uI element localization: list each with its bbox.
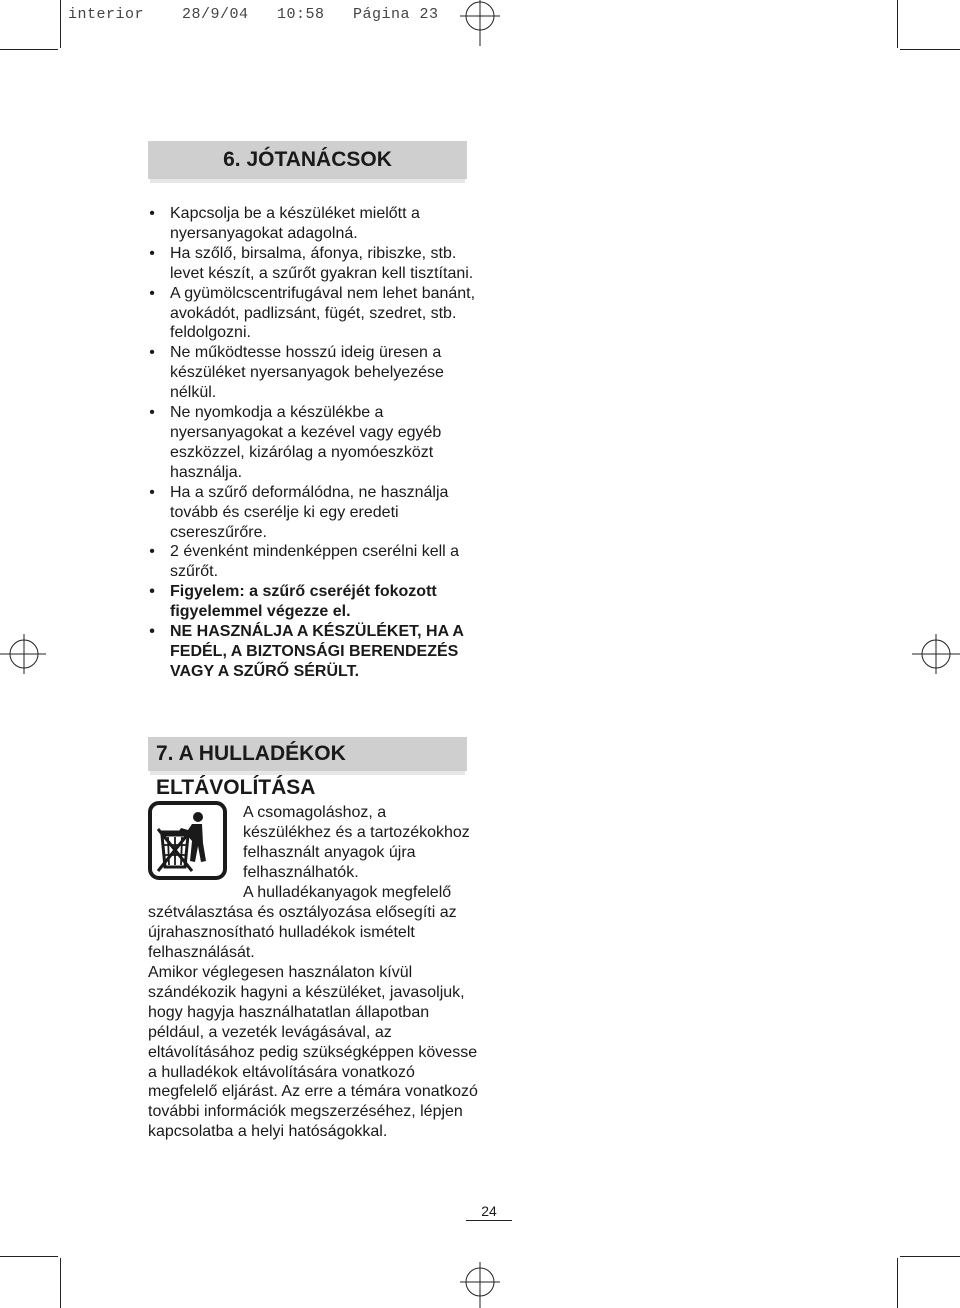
tips-list [148,204,478,682]
bullet-icon: • [149,284,155,302]
registration-mark-icon [454,1258,506,1308]
crossed-out-wheelie-bin-icon [148,801,227,880]
page-number: 24 [466,1203,512,1221]
list-item: • Ha szőlő, birsalma, áfonya, ribiszke, stb. levet készít, a szűrőt gyakran kell tisztítani. [149,244,474,282]
disposal-paragraph-1: A csomagoláshoz, a készülékhez és a tartozékokhoz felhasznált anyagok újra felhasználhatók. [243,804,470,881]
crop-mark [0,1256,58,1257]
bullet-icon: • [149,244,155,262]
registration-mark-icon [0,630,48,678]
list-item: • A gyümölcscentrifugával nem lehet banánt, avokádót, padlizsánt, fügét, szedret, stb. feldolgozni. [149,284,476,342]
crop-mark [60,1258,61,1308]
print-slug: interior 28/9/04 10:58 Página 23 [68,6,439,23]
crop-mark [897,0,898,48]
bullet-icon: • [149,623,155,641]
crop-mark [60,0,61,48]
section-7-heading: 7. A HULLADÉKOK ELTÁVOLÍTÁSA [148,737,467,771]
crop-mark [897,1258,898,1308]
registration-mark-icon [908,630,960,678]
disposal-paragraph-3: Amikor véglegesen használaton kívül szándékozik hagyni a készüléket, javasoljuk, hogy hagyja használhatatlan állapotban például, a vezeték levágásával, az eltávolításához pedig szükségképpen kövesse a hulladékok eltávolítására vonatkozó megfelelő eljárást. Az erre a témára vonatkozó további információk megszerzéséhez, lépjen kapcsolatba a helyi hatóságokkal. [148,964,478,1141]
bullet-icon: • [149,543,155,561]
crop-mark [0,49,58,50]
list-item: • NE HASZNÁLJA A KÉSZÜLÉKET, HA A FEDÉL, A BIZTONSÁGI BERENDEZÉS VAGY A SZŰRŐ SÉRÜLT. [149,623,464,680]
crop-mark [900,49,960,50]
disposal-paragraph-2: A hulladékanyagok megfelelő szétválasztása és osztályozása elősegíti az újrahasznosítható hulladékok ismételt felhasználását. [148,884,457,961]
bullet-icon: • [149,483,155,501]
list-item: • Ne nyomkodja a készülékbe a nyersanyagokat a kezével vagy egyéb eszközzel, kizárólag a nyomóeszközt használja. [149,404,442,481]
section-6-heading: 6. JÓTANÁCSOK [148,141,467,179]
bullet-icon: • [149,344,155,362]
list-item: • Figyelem: a szűrő cseréjét fokozott figyelemmel végezze el. [149,583,437,621]
list-item: • Ne működtesse hosszú ideig üresen a készüléket nyersanyagok behelyezése nélkül. [149,344,444,402]
list-item: • 2 évenként mindenképpen cserélni kell a szűrőt. [149,543,460,581]
registration-mark-icon [454,0,506,48]
bullet-icon: • [149,205,155,222]
crop-mark [900,1256,960,1257]
bullet-icon: • [149,583,155,601]
list-item: • Kapcsolja be a készüléket mielőtt a nyersanyagokat adagolná. [149,205,420,242]
list-item: • Ha a szűrő deformálódna, ne használja tovább és cserélje ki egy eredeti csereszűrőre. [149,483,449,541]
bullet-icon: • [149,404,155,422]
